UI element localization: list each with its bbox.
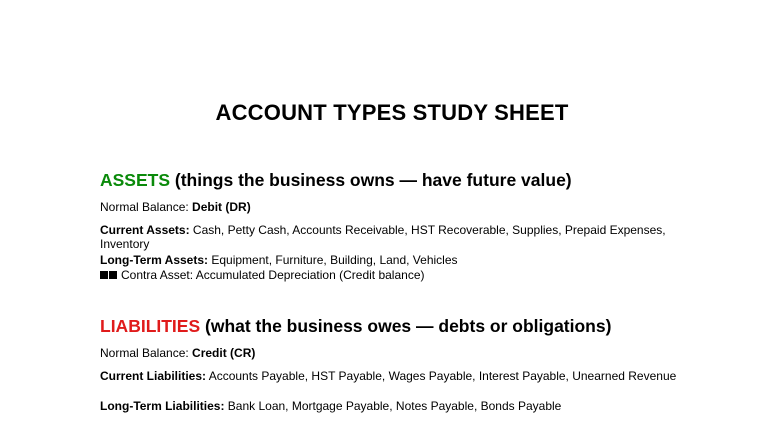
assets-normal-balance [100,200,680,214]
liabilities-heading [100,316,611,337]
current-assets-label: Current Assets: [100,223,190,237]
assets-heading [100,170,572,191]
liabilities-keyword: LIABILITIES [100,316,201,336]
long-term-liabilities-label: Long-Term Liabilities: [100,399,225,413]
contra-asset-line [100,268,680,282]
long-term-liabilities-text: Bank Loan, Mortgage Payable, Notes Payable, Bonds Payable [224,399,562,413]
page-title: ACCOUNT TYPES STUDY SHEET [215,100,569,125]
liabilities-normal-balance-value: Credit (CR) [192,346,256,360]
current-liabilities-line [100,369,680,383]
liabilities-normal-balance [100,346,680,360]
long-term-assets-label: Long-Term Assets: [100,253,209,267]
long-term-liabilities-line [100,399,680,413]
long-term-assets-text: Equipment, Furniture, Building, Land, Vehicles [208,253,458,267]
current-liabilities-label: Current Liabilities: [100,369,207,383]
contra-asset-text: Contra Asset: Accumulated Depreciation (Credit balance) [121,268,425,282]
assets-normal-balance-value: Debit (DR) [192,200,251,214]
current-assets-text: Cash, Petty Cash, Accounts Receivable, HST Recoverable, Supplies, Prepaid Expenses, Inventory [100,223,666,251]
liabilities-normal-balance-label: Normal Balance: [100,346,193,360]
liabilities-heading-text: (what the business owes — debts or obligations) [200,316,612,336]
current-assets-line [100,223,680,251]
assets-keyword: ASSETS [100,170,171,190]
assets-heading-text: (things the business owns — have future value) [170,170,572,190]
long-term-assets-line [100,253,680,267]
contra-square-icon [109,271,117,279]
assets-normal-balance-label: Normal Balance: [100,200,193,214]
contra-square-icon [100,271,108,279]
current-liabilities-text: Accounts Payable, HST Payable, Wages Payable, Interest Payable, Unearned Revenue [206,369,677,383]
